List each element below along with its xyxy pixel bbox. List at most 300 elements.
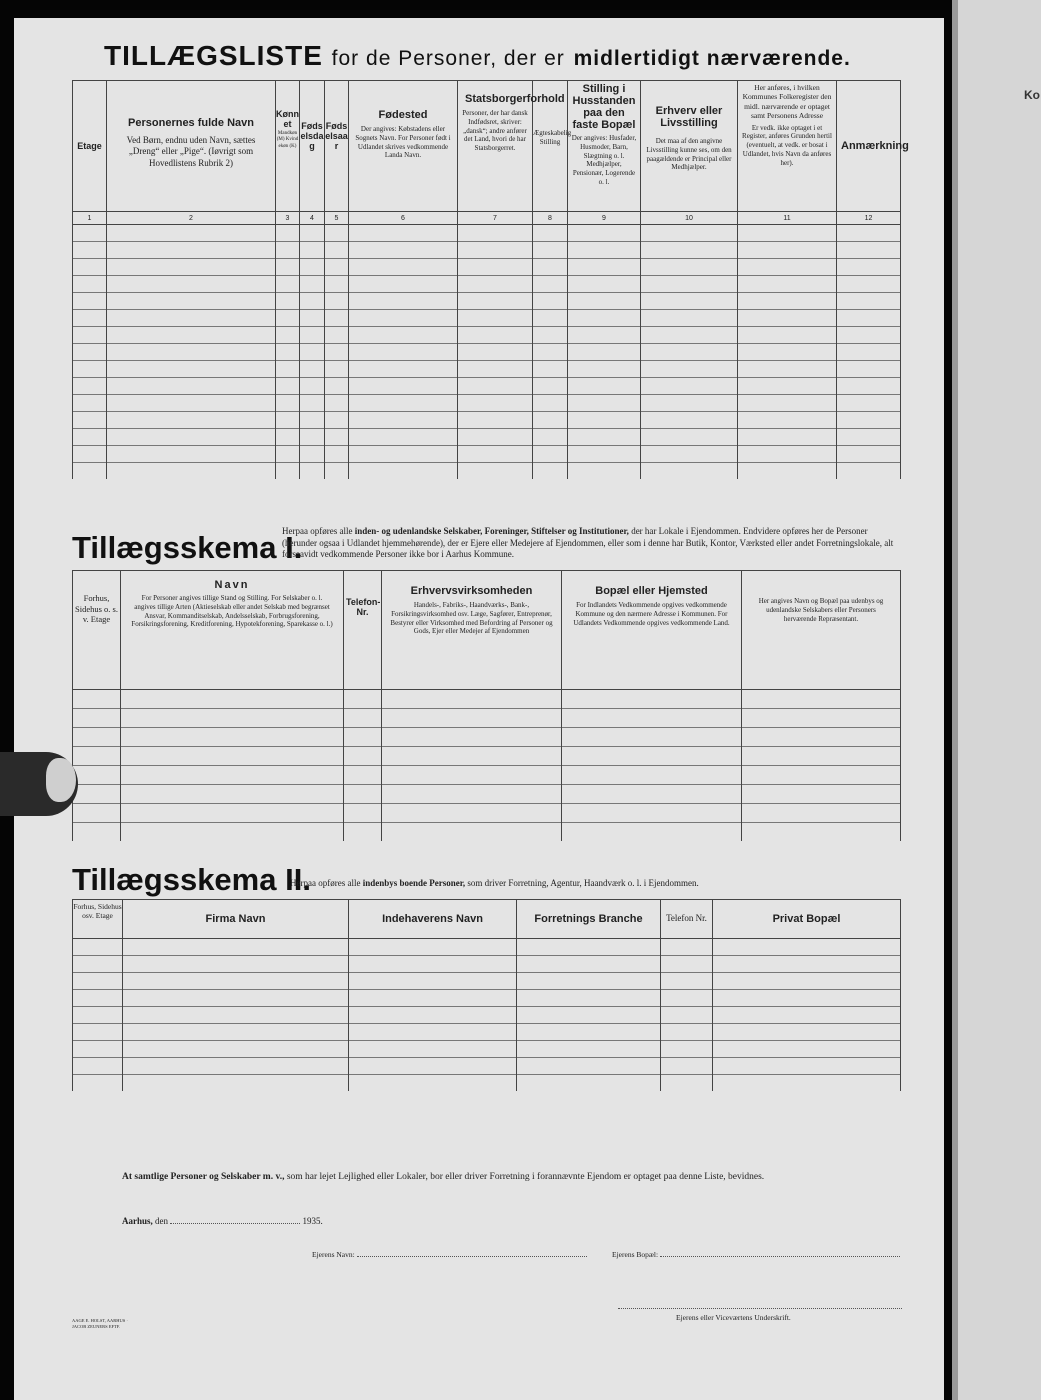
table-cell[interactable]: [276, 412, 300, 429]
table-cell[interactable]: [73, 463, 107, 480]
signature-blank[interactable]: [618, 1308, 902, 1309]
owner-name-blank[interactable]: [357, 1256, 587, 1257]
table-cell[interactable]: [344, 785, 382, 804]
col-note-occupation: Det maa af den angivne Livsstilling kunne ses, om den paagældende er Principal eller Medhjælper.: [646, 137, 732, 172]
table-cell[interactable]: [73, 327, 107, 344]
table-cell[interactable]: [533, 259, 568, 276]
table-cell[interactable]: [73, 344, 107, 361]
table-cell[interactable]: [738, 293, 837, 310]
table-cell[interactable]: [121, 690, 344, 709]
table-cell[interactable]: [738, 446, 837, 463]
table-cell[interactable]: [661, 1058, 713, 1075]
table-cell[interactable]: [73, 1007, 123, 1024]
table-cell[interactable]: [121, 804, 344, 823]
table-cell[interactable]: [713, 956, 901, 973]
table-cell[interactable]: [641, 225, 738, 242]
table-cell[interactable]: [568, 412, 641, 429]
table-cell[interactable]: [73, 1075, 123, 1092]
table-cell[interactable]: [533, 310, 568, 327]
table-cell[interactable]: [325, 463, 349, 480]
table-cell[interactable]: [300, 463, 325, 480]
table-cell[interactable]: [458, 429, 533, 446]
table-cell[interactable]: [568, 361, 641, 378]
table-cell[interactable]: [73, 804, 121, 823]
table-cell[interactable]: [641, 327, 738, 344]
table-cell[interactable]: [73, 690, 121, 709]
table-cell[interactable]: [276, 361, 300, 378]
table-cell[interactable]: [458, 378, 533, 395]
table-cell[interactable]: [325, 429, 349, 446]
table-cell[interactable]: [73, 956, 123, 973]
table-cell[interactable]: [276, 378, 300, 395]
table-cell[interactable]: [73, 973, 123, 990]
table-cell[interactable]: [458, 293, 533, 310]
table-cell[interactable]: [344, 804, 382, 823]
table-cell[interactable]: [837, 293, 901, 310]
table-cell[interactable]: [517, 990, 661, 1007]
table-cell[interactable]: [349, 361, 458, 378]
table-cell[interactable]: [73, 276, 107, 293]
table-cell[interactable]: [300, 378, 325, 395]
table-cell[interactable]: [568, 395, 641, 412]
table-cell[interactable]: [641, 446, 738, 463]
table-cell[interactable]: [562, 823, 742, 842]
table-cell[interactable]: [73, 395, 107, 412]
table-cell[interactable]: [837, 276, 901, 293]
table-cell[interactable]: [742, 804, 901, 823]
table-cell[interactable]: [517, 956, 661, 973]
table-cell[interactable]: [661, 939, 713, 956]
table-cell[interactable]: [73, 785, 121, 804]
table-cell[interactable]: [344, 747, 382, 766]
table-cell[interactable]: [325, 378, 349, 395]
table-cell[interactable]: [123, 939, 349, 956]
table-cell[interactable]: [533, 446, 568, 463]
table-cell[interactable]: [713, 939, 901, 956]
table-cell[interactable]: [742, 709, 901, 728]
table-cell[interactable]: [742, 766, 901, 785]
table-cell[interactable]: [325, 310, 349, 327]
table-cell[interactable]: [661, 1075, 713, 1092]
table-cell[interactable]: [349, 412, 458, 429]
table-cell[interactable]: [276, 446, 300, 463]
table-cell[interactable]: [742, 728, 901, 747]
table-cell[interactable]: [641, 242, 738, 259]
table-cell[interactable]: [107, 276, 276, 293]
col-header-birthyear: Fødselsaar: [325, 121, 348, 151]
table-cell[interactable]: [73, 1024, 123, 1041]
table-cell[interactable]: [458, 225, 533, 242]
table-cell[interactable]: [738, 259, 837, 276]
table-cell[interactable]: [837, 327, 901, 344]
table-cell[interactable]: [568, 446, 641, 463]
table-cell[interactable]: [325, 395, 349, 412]
table-cell[interactable]: [349, 242, 458, 259]
table-cell[interactable]: [837, 395, 901, 412]
table-cell[interactable]: [344, 766, 382, 785]
table-cell[interactable]: [738, 276, 837, 293]
col-header-etage: Etage: [77, 141, 102, 151]
table-cell[interactable]: [349, 446, 458, 463]
table-cell[interactable]: [517, 939, 661, 956]
table-cell[interactable]: [458, 310, 533, 327]
table-cell[interactable]: [661, 990, 713, 1007]
table-cell[interactable]: [73, 1041, 123, 1058]
table-cell[interactable]: [562, 747, 742, 766]
table-cell[interactable]: [562, 690, 742, 709]
table-cell[interactable]: [533, 276, 568, 293]
table-cell[interactable]: [713, 1058, 901, 1075]
table-cell[interactable]: [73, 378, 107, 395]
table-cell[interactable]: [382, 690, 562, 709]
table-cell[interactable]: [517, 1041, 661, 1058]
table-cell[interactable]: [107, 327, 276, 344]
table-cell[interactable]: [568, 344, 641, 361]
table-cell[interactable]: [276, 259, 300, 276]
table-cell[interactable]: [458, 344, 533, 361]
table-cell[interactable]: [382, 747, 562, 766]
table-cell[interactable]: [276, 463, 300, 480]
table-cell[interactable]: [641, 310, 738, 327]
table-cell[interactable]: [349, 259, 458, 276]
table-cell[interactable]: [837, 378, 901, 395]
table-cell[interactable]: [349, 378, 458, 395]
facing-page: [952, 0, 1041, 1400]
table-cell[interactable]: [568, 225, 641, 242]
table-cell[interactable]: [562, 728, 742, 747]
table-cell[interactable]: [837, 412, 901, 429]
table-cell[interactable]: [276, 293, 300, 310]
table-cell[interactable]: [276, 344, 300, 361]
table-cell[interactable]: [837, 242, 901, 259]
table-cell[interactable]: [458, 463, 533, 480]
table-cell[interactable]: [344, 823, 382, 842]
table-cell[interactable]: [300, 293, 325, 310]
table-cell[interactable]: [349, 395, 458, 412]
table-cell[interactable]: [300, 327, 325, 344]
table-cell[interactable]: [300, 225, 325, 242]
table-cell[interactable]: [661, 956, 713, 973]
table-cell[interactable]: [349, 293, 458, 310]
table-cell[interactable]: [562, 709, 742, 728]
table-cell[interactable]: [123, 1075, 349, 1092]
table-cell[interactable]: [73, 446, 107, 463]
table-cell[interactable]: [276, 242, 300, 259]
table-cell[interactable]: [738, 463, 837, 480]
table-cell[interactable]: [73, 823, 121, 842]
table-cell[interactable]: [107, 293, 276, 310]
table-cell[interactable]: [123, 990, 349, 1007]
table-cell[interactable]: [123, 1024, 349, 1041]
table-cell[interactable]: [713, 1024, 901, 1041]
table-cell[interactable]: [568, 293, 641, 310]
table-cell[interactable]: [533, 361, 568, 378]
table-cell[interactable]: [123, 956, 349, 973]
table-cell[interactable]: [382, 785, 562, 804]
table-cell[interactable]: [121, 785, 344, 804]
table-cell[interactable]: [738, 344, 837, 361]
table-cell[interactable]: [325, 276, 349, 293]
table-cell[interactable]: [641, 259, 738, 276]
table-cell[interactable]: [107, 310, 276, 327]
table-cell[interactable]: [738, 378, 837, 395]
table-cell[interactable]: [661, 1007, 713, 1024]
table-cell[interactable]: [517, 1007, 661, 1024]
table-cell[interactable]: [300, 259, 325, 276]
table-cell[interactable]: [300, 310, 325, 327]
table-cell[interactable]: [107, 361, 276, 378]
table-cell[interactable]: [837, 361, 901, 378]
table-cell[interactable]: [837, 225, 901, 242]
table-cell[interactable]: [123, 1058, 349, 1075]
table-cell[interactable]: [349, 327, 458, 344]
table-cell[interactable]: [533, 242, 568, 259]
table-cell[interactable]: [458, 361, 533, 378]
owner-address-blank[interactable]: [660, 1256, 900, 1257]
table-cell[interactable]: [276, 429, 300, 446]
table-cell[interactable]: [349, 1041, 517, 1058]
skema2-table: [72, 899, 901, 1091]
table-cell[interactable]: [73, 293, 107, 310]
table-cell[interactable]: [325, 225, 349, 242]
table-cell[interactable]: [107, 446, 276, 463]
table-cell[interactable]: [568, 242, 641, 259]
table-cell[interactable]: [121, 747, 344, 766]
table-cell[interactable]: [738, 310, 837, 327]
table-cell[interactable]: [349, 463, 458, 480]
table-cell[interactable]: [661, 1041, 713, 1058]
table-cell[interactable]: [325, 293, 349, 310]
table-cell[interactable]: [73, 939, 123, 956]
table-cell[interactable]: [73, 728, 121, 747]
table-cell[interactable]: [382, 804, 562, 823]
table-cell[interactable]: [713, 973, 901, 990]
table-cell[interactable]: [349, 956, 517, 973]
table-cell[interactable]: [661, 973, 713, 990]
table-cell[interactable]: [458, 395, 533, 412]
table-cell[interactable]: [738, 412, 837, 429]
table-cell[interactable]: [742, 690, 901, 709]
table-cell[interactable]: [349, 1024, 517, 1041]
table-cell[interactable]: [533, 395, 568, 412]
table-cell[interactable]: [382, 766, 562, 785]
table-cell[interactable]: [568, 378, 641, 395]
table-cell[interactable]: [641, 344, 738, 361]
table-cell[interactable]: [837, 429, 901, 446]
table-cell[interactable]: [349, 1058, 517, 1075]
table-cell[interactable]: [73, 1058, 123, 1075]
table-cell[interactable]: [121, 728, 344, 747]
table-cell[interactable]: [325, 259, 349, 276]
table-cell[interactable]: [349, 939, 517, 956]
table-cell[interactable]: [382, 709, 562, 728]
table-cell[interactable]: [568, 327, 641, 344]
table-cell[interactable]: [562, 804, 742, 823]
table-cell[interactable]: [107, 344, 276, 361]
table-cell[interactable]: [641, 429, 738, 446]
table-cell[interactable]: [73, 747, 121, 766]
table-cell[interactable]: [107, 242, 276, 259]
table-cell[interactable]: [738, 395, 837, 412]
table-cell[interactable]: [568, 276, 641, 293]
table-cell[interactable]: [713, 1041, 901, 1058]
table-cell[interactable]: [837, 463, 901, 480]
table-row: [73, 446, 901, 463]
table-cell[interactable]: [300, 446, 325, 463]
table-cell[interactable]: [533, 225, 568, 242]
table-cell[interactable]: [738, 225, 837, 242]
table-cell[interactable]: [533, 378, 568, 395]
table-cell[interactable]: [300, 344, 325, 361]
table-cell[interactable]: [107, 225, 276, 242]
table-cell[interactable]: [562, 766, 742, 785]
table-cell[interactable]: [517, 973, 661, 990]
table-cell[interactable]: [107, 412, 276, 429]
table-cell[interactable]: [458, 242, 533, 259]
table-cell[interactable]: [661, 1024, 713, 1041]
table-cell[interactable]: [568, 310, 641, 327]
table-cell[interactable]: [837, 310, 901, 327]
table-cell[interactable]: [533, 412, 568, 429]
table-cell[interactable]: [641, 361, 738, 378]
table-cell[interactable]: [349, 429, 458, 446]
table-cell[interactable]: [325, 446, 349, 463]
table-cell[interactable]: [121, 823, 344, 842]
table-cell[interactable]: [73, 429, 107, 446]
table-cell[interactable]: [107, 378, 276, 395]
table-cell[interactable]: [568, 259, 641, 276]
table-cell[interactable]: [325, 344, 349, 361]
table-cell[interactable]: [382, 823, 562, 842]
table-cell[interactable]: [382, 728, 562, 747]
table-cell[interactable]: [73, 766, 121, 785]
table-cell[interactable]: [533, 463, 568, 480]
table-row: [73, 395, 901, 412]
table-cell[interactable]: [349, 973, 517, 990]
date-blank[interactable]: [170, 1223, 300, 1224]
table-cell[interactable]: [738, 361, 837, 378]
table-cell[interactable]: [344, 690, 382, 709]
table-cell[interactable]: [458, 259, 533, 276]
table-cell[interactable]: [325, 361, 349, 378]
table-cell[interactable]: [533, 344, 568, 361]
table-cell[interactable]: [641, 395, 738, 412]
table-cell[interactable]: [533, 429, 568, 446]
table-cell[interactable]: [73, 259, 107, 276]
table-cell[interactable]: [738, 242, 837, 259]
table-cell[interactable]: [568, 463, 641, 480]
table-cell[interactable]: [73, 310, 107, 327]
table-cell[interactable]: [458, 446, 533, 463]
table-cell[interactable]: [276, 276, 300, 293]
table-cell[interactable]: [349, 276, 458, 293]
table-cell[interactable]: [300, 429, 325, 446]
table-cell[interactable]: [123, 1041, 349, 1058]
table-cell[interactable]: [276, 327, 300, 344]
table-cell[interactable]: [458, 412, 533, 429]
table-cell[interactable]: [568, 429, 641, 446]
skema2-col-phone: Telefon Nr.: [666, 913, 707, 924]
table-cell[interactable]: [276, 395, 300, 412]
table-cell[interactable]: [73, 709, 121, 728]
table-row: [73, 1041, 901, 1058]
table-cell[interactable]: [123, 1007, 349, 1024]
table-cell[interactable]: [517, 1024, 661, 1041]
table-cell[interactable]: [742, 823, 901, 842]
table-cell[interactable]: [107, 395, 276, 412]
table-cell[interactable]: [458, 327, 533, 344]
table-cell[interactable]: [349, 225, 458, 242]
table-cell[interactable]: [517, 1075, 661, 1092]
table-cell[interactable]: [641, 293, 738, 310]
table-cell[interactable]: [837, 344, 901, 361]
table-cell[interactable]: [325, 412, 349, 429]
table-cell[interactable]: [325, 242, 349, 259]
table-cell[interactable]: [562, 785, 742, 804]
table-cell[interactable]: [276, 225, 300, 242]
table-cell[interactable]: [73, 361, 107, 378]
table-cell[interactable]: [121, 709, 344, 728]
table-cell[interactable]: [641, 463, 738, 480]
table-cell[interactable]: [837, 446, 901, 463]
attestation-statement: [122, 1172, 902, 1182]
table-cell[interactable]: [73, 412, 107, 429]
table-cell[interactable]: [837, 259, 901, 276]
col-header-birthday: Fødselsdag: [300, 121, 324, 151]
table-cell[interactable]: [349, 990, 517, 1007]
table-cell[interactable]: [349, 1075, 517, 1092]
table-cell[interactable]: [742, 785, 901, 804]
table-cell[interactable]: [73, 242, 107, 259]
table-cell[interactable]: [325, 327, 349, 344]
table-cell[interactable]: [713, 990, 901, 1007]
table-cell[interactable]: [107, 429, 276, 446]
table-cell[interactable]: [742, 747, 901, 766]
table-cell[interactable]: [349, 344, 458, 361]
table-cell[interactable]: [533, 327, 568, 344]
table-cell[interactable]: [276, 310, 300, 327]
table-cell[interactable]: [73, 225, 107, 242]
table-cell[interactable]: [300, 361, 325, 378]
table-cell[interactable]: [713, 1075, 901, 1092]
table-cell[interactable]: [300, 412, 325, 429]
table-cell[interactable]: [641, 276, 738, 293]
table-cell[interactable]: [533, 293, 568, 310]
table-cell[interactable]: [349, 310, 458, 327]
table-cell[interactable]: [344, 728, 382, 747]
table-cell[interactable]: [349, 1007, 517, 1024]
table-cell[interactable]: [738, 429, 837, 446]
table-cell[interactable]: [300, 276, 325, 293]
table-row: [73, 766, 901, 785]
table-cell[interactable]: [458, 276, 533, 293]
skema2-header: [73, 900, 901, 939]
table-cell[interactable]: [344, 709, 382, 728]
table-cell[interactable]: [121, 766, 344, 785]
table-cell[interactable]: [300, 395, 325, 412]
table-cell[interactable]: [641, 412, 738, 429]
table-cell[interactable]: [300, 242, 325, 259]
table-cell[interactable]: [123, 973, 349, 990]
table-cell[interactable]: [73, 990, 123, 1007]
skema1-intro-b: inden- og udenlandske Selskaber, Foreninger, Stiftelser og Institutioner,: [354, 526, 629, 536]
table-cell[interactable]: [107, 463, 276, 480]
table-cell[interactable]: [107, 259, 276, 276]
table-cell[interactable]: [517, 1058, 661, 1075]
table-cell[interactable]: [738, 327, 837, 344]
table-cell[interactable]: [713, 1007, 901, 1024]
table-cell[interactable]: [641, 378, 738, 395]
